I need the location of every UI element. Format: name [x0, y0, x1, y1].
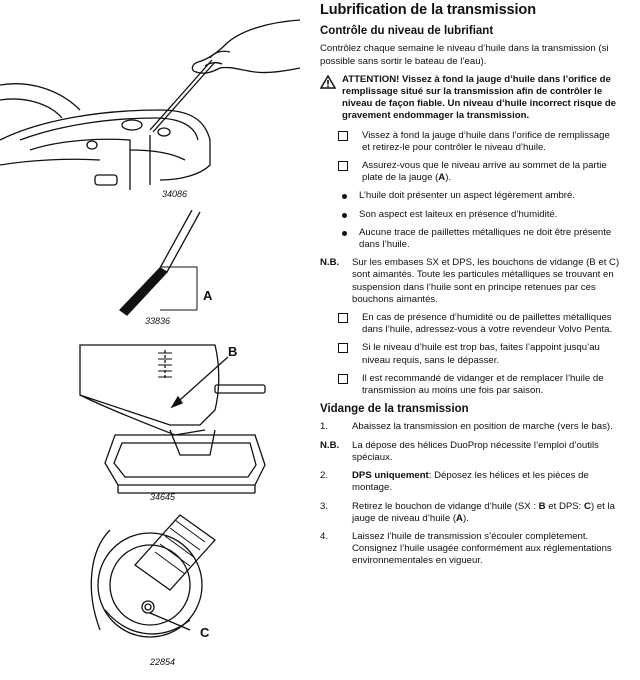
page-title: Lubrification de la transmission [320, 2, 536, 18]
figure-number-33836: 33836 [145, 316, 171, 326]
checklist-text: Il est recommandé de vidanger et de remplacer l’huile de transmission au moins une fois par saison. [362, 372, 604, 397]
checklist-text: Vissez à fond la jauge d’huile dans l’orifice de remplissage et retirez-le pour contrôler le niveau d’huile. [362, 129, 610, 153]
checkbox-icon [338, 131, 348, 141]
step-text: Laissez l’huile de transmission s’écouler complètement. Consignez l’huile usagée conformément aux réglementations environnementales en vigueur. [352, 530, 612, 567]
dipstick-detail-illustration [0, 210, 300, 332]
step-number: 4. [320, 530, 329, 542]
step-item [320, 531, 620, 568]
intro-paragraph: Contrôlez chaque semaine le niveau d’huile dans la transmission (si possible sans sortir le bateau de l’eau). [320, 43, 609, 67]
step-item [320, 421, 620, 433]
figure-dipstick-detail [0, 210, 300, 332]
note-block [320, 440, 620, 464]
note-text: La dépose des hélices DuoProp nécessite l’emploi d’outils spéciaux. [352, 439, 599, 463]
figure-drain-plug-sx [0, 335, 300, 505]
checkbox-icon [338, 313, 348, 323]
warning-block [320, 74, 620, 123]
drain-plug-dps-illustration [0, 510, 300, 680]
note-text: Sur les embases SX et DPS, les bouchons de vidange (B et C) sont aimantés. Toute les particules métalliques se trouvant en suspension dans l’huile sont en principe retenues par ces bouchons aimantés. [352, 257, 620, 305]
checklist-item [320, 160, 620, 184]
drain-plug-sx-illustration [0, 335, 300, 505]
bullet-icon [342, 231, 347, 236]
callout-label-a: A [203, 288, 213, 303]
bullet-item [320, 209, 620, 221]
step-text: Retirez le bouchon de vidange d’huile (SX : B et DPS: C) et la jauge de niveau d’huile (A). [352, 500, 615, 524]
bullet-text: Son aspect est laiteux en présence d’humidité. [359, 208, 558, 220]
checkbox-icon [338, 161, 348, 171]
bullet-icon [342, 194, 347, 199]
step-text: DPS uniquement: Déposez les hélices et les pièces de montage. [352, 470, 589, 494]
note-label: N.B. [320, 439, 340, 451]
step-number: 2. [320, 470, 329, 482]
text-column [320, 0, 620, 574]
bullet-text: L’huile doit présenter un aspect légèrement ambré. [359, 190, 575, 202]
checklist-text: Si le niveau d’huile est trop bas, faites l’appoint jusqu’au niveau requis, sans le dépasser. [362, 342, 600, 366]
step-item [320, 501, 620, 525]
bullet-text: Aucune trace de paillettes métalliques ne doit être présente dans l’huile. [359, 226, 612, 251]
step-number: 1. [320, 421, 329, 433]
checklist-item [320, 373, 620, 397]
warning-triangle-icon [320, 74, 342, 123]
bullet-item [320, 190, 620, 202]
checklist-text: Assurez-vous que le niveau arrive au sommet de la partie plate de la jauge (A). [362, 160, 607, 184]
note-block [320, 257, 620, 306]
dipstick-removal-illustration [0, 0, 300, 205]
warning-text: ATTENTION! Vissez à fond la jauge d’huile dans l’orifice de remplissage situé sur la transmission afin de contrôler le niveau de façon fiable. Un niveau d’huile incorrect risque de gravement endommager la transmission. [342, 73, 617, 122]
callout-label-c: C [200, 625, 210, 640]
section-title-oil-check: Contrôle du niveau de lubrifiant [320, 25, 494, 38]
figure-number-22854: 22854 [150, 657, 176, 667]
checklist-item [320, 342, 620, 366]
checklist-item [320, 130, 620, 154]
figure-drain-plug-dps [0, 510, 300, 680]
callout-label-b: B [228, 344, 238, 359]
step-text: Abaissez la transmission en position de marche (vers le bas). [352, 421, 613, 433]
checklist-item [320, 312, 620, 336]
checklist-text: En cas de présence d’humidité ou de paillettes métalliques dans l’huile, adressez-vous à votre revendeur Volvo Penta. [362, 312, 613, 336]
step-item [320, 470, 620, 494]
checkbox-icon [338, 374, 348, 384]
step-number: 3. [320, 500, 329, 512]
note-label: N.B. [320, 257, 340, 269]
figure-number-34645: 34645 [150, 492, 176, 502]
bullet-icon [342, 213, 347, 218]
figure-number-34086: 34086 [162, 189, 188, 199]
figure-dipstick-removal [0, 0, 300, 205]
section-title-oil-change: Vidange de la transmission [320, 403, 469, 416]
bullet-item [320, 227, 620, 251]
checkbox-icon [338, 343, 348, 353]
